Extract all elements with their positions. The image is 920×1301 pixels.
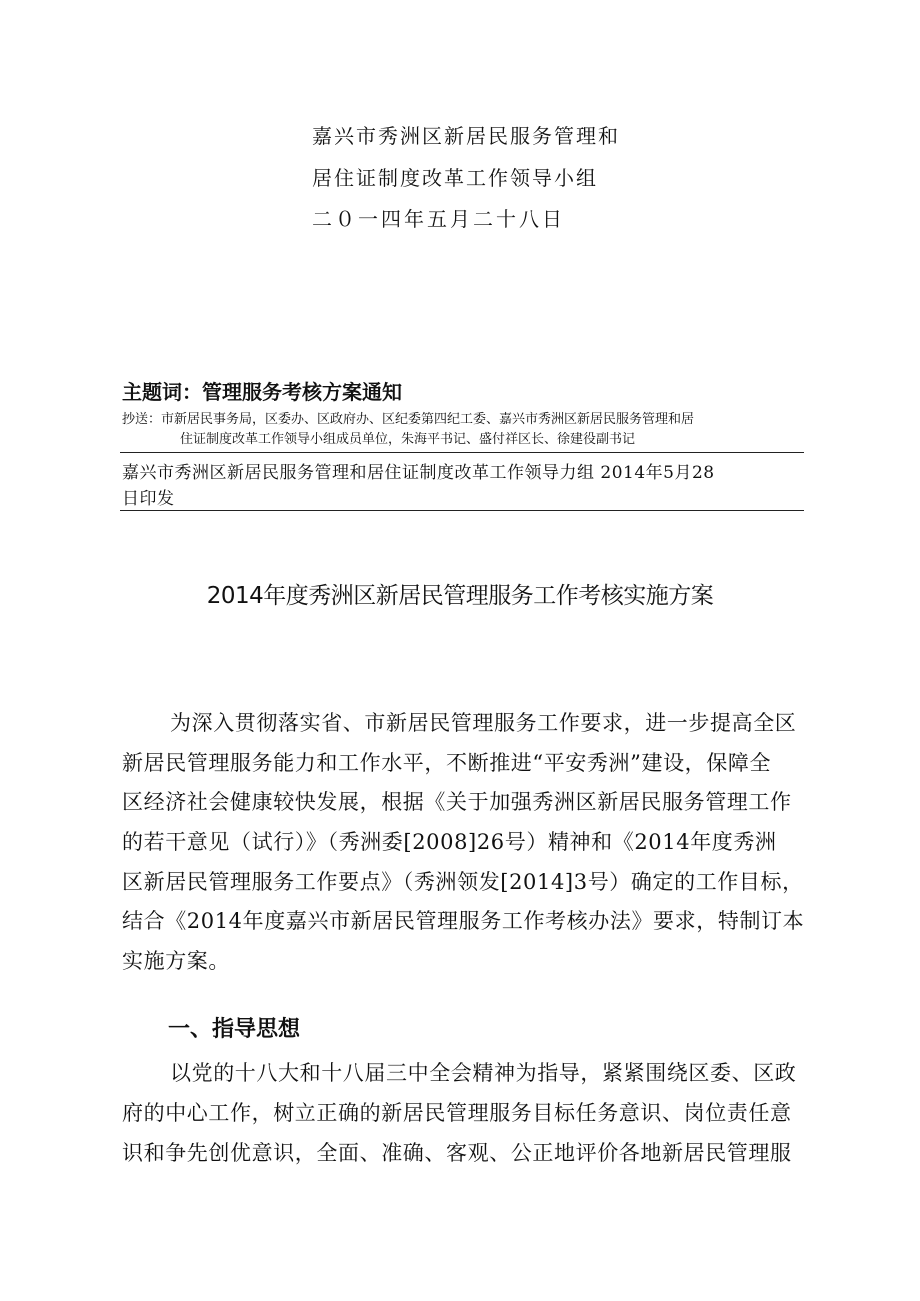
- divider-bottom: [120, 510, 804, 511]
- print-info: [122, 460, 812, 512]
- section-line: 识和争先创优意识，全面、准确、客观、公正地评价各地新居民管理服: [122, 1141, 792, 1165]
- intro-line: 区新居民管理服务工作要点》（秀洲领发[2014]3号）确定的工作目标，: [122, 869, 804, 894]
- section-line: 以党的十八大和十八届三中全会精神为指导，紧紧围绕区委、区政: [170, 1061, 797, 1085]
- document-title: 2014年度秀洲区新居民管理服务工作考核实施方案: [206, 583, 714, 609]
- cc-list: [122, 410, 812, 450]
- signature-date: 二０一四年五月二十八日: [312, 207, 565, 231]
- section-paragraph: [122, 1053, 812, 1173]
- divider-top: [120, 452, 804, 453]
- intro-line: 区经济社会健康较快发展，根据《关于加强秀洲区新居民服务管理工作: [122, 790, 792, 815]
- signature-org-line-1: 嘉兴市秀洲区新居民服务管理和: [312, 124, 620, 148]
- subject-keywords: 主题词：管理服务考核方案通知: [122, 380, 402, 404]
- print-info-line-1: 嘉兴市秀洲区新居民服务管理和居住证制度改革工作领导力组 2014年5月28: [122, 463, 715, 483]
- intro-paragraph: [122, 704, 812, 982]
- intro-line: 为深入贯彻落实省、市新居民管理服务工作要求，进一步提高全区: [170, 711, 797, 735]
- section-line: 府的中心工作，树立正确的新居民管理服务目标任务意识、岗位责任意: [122, 1101, 792, 1125]
- cc-line-1: 抄送：市新居民事务局，区委办、区政府办、区纪委第四纪工委、嘉兴市秀洲区新居民服务管理和居: [122, 412, 695, 427]
- intro-line: 结合《2014年度嘉兴市新居民管理服务工作考核办法》要求，特制订本: [122, 909, 805, 934]
- section-heading-guiding-ideology: 一、指导思想: [168, 1017, 301, 1042]
- intro-line: 新居民管理服务能力和工作水平，不断推进“平安秀洲”建设，保障全: [122, 750, 772, 775]
- intro-line: 实施方案。: [122, 949, 230, 974]
- print-info-line-2: 日印发: [122, 489, 175, 509]
- intro-line: 的若干意见（试行）》（秀洲委[2008]26号）精神和《2014年度秀洲: [122, 830, 777, 855]
- cc-line-2: 住证制度改革工作领导小组成员单位，朱海平书记、盛付祥区长、徐建役副书记: [180, 432, 636, 447]
- signature-org-line-2: 居住证制度改革工作领导小组: [312, 166, 598, 190]
